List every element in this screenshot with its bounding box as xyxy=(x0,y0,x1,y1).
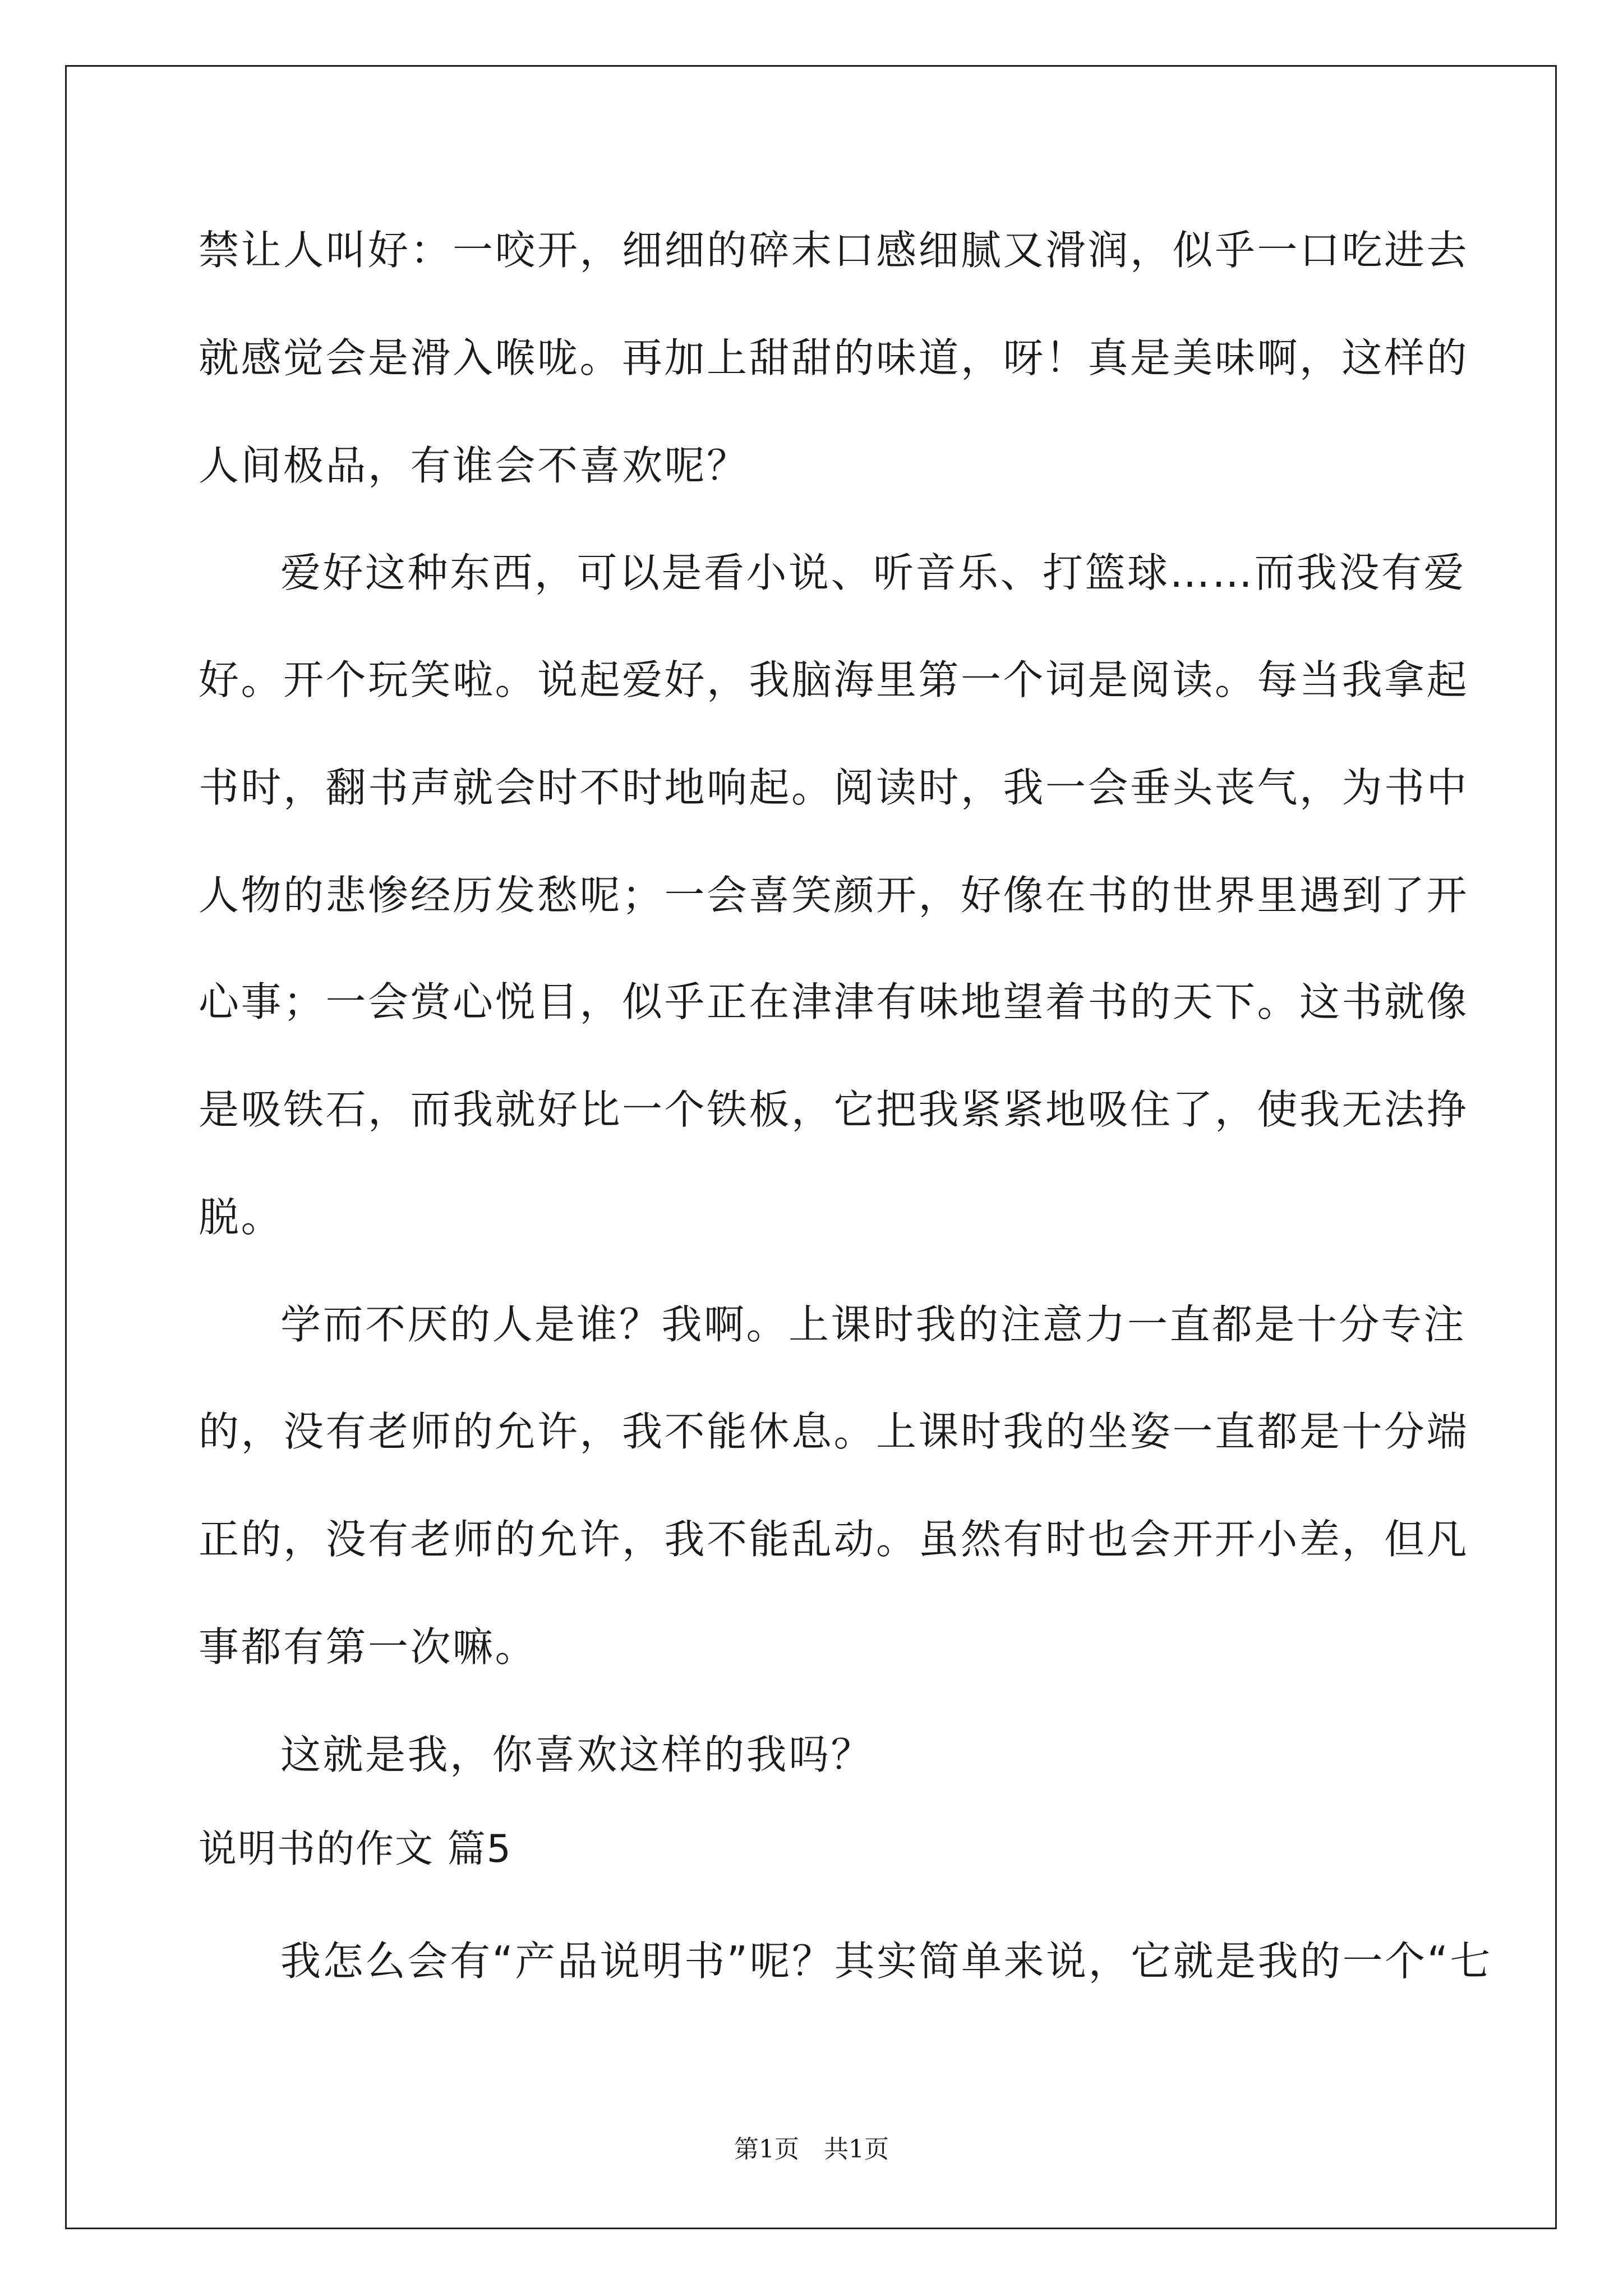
text-line: 人间极品，有谁会不喜欢呢？ xyxy=(199,442,749,489)
paragraph-start-line: 这就是我，你喜欢这样的我吗？ xyxy=(280,1731,874,1778)
text-line: 脱。 xyxy=(199,1194,284,1241)
page-border xyxy=(65,65,1557,2229)
text-line: 心事；一会赏心悦目，似乎正在津津有味地望着书的天下。这书就像 xyxy=(199,978,1469,1025)
paragraph-start-line: 我怎么会有“产品说明书”呢？其实简单来说，它就是我的一个“七 xyxy=(280,1938,1492,1985)
text-line: 人物的悲惨经历发愁呢；一会喜笑颜开，好像在书的世界里遇到了开 xyxy=(199,872,1469,919)
paragraph-start-line: 学而不厌的人是谁？我啊。上课时我的注意力一直都是十分专注 xyxy=(280,1301,1467,1348)
text-line: 的，没有老师的允许，我不能休息。上课时我的坐姿一直都是十分端 xyxy=(199,1408,1469,1455)
text-line: 好。开个玩笑啦。说起爱好，我脑海里第一个词是阅读。每当我拿起 xyxy=(199,656,1469,703)
text-line: 事都有第一次嘛。 xyxy=(199,1623,538,1671)
section-heading: 说明书的作文 篇5 xyxy=(199,1827,512,1871)
text-line: 正的，没有老师的允许，我不能乱动。虽然有时也会开开小差，但凡 xyxy=(199,1516,1469,1563)
text-line: 书时，翻书声就会时不时地响起。阅读时，我一会垂头丧气，为书中 xyxy=(199,764,1469,811)
text-line: 就感觉会是滑入喉咙。再加上甜甜的味道，呀！真是美味啊，这样的 xyxy=(199,334,1469,381)
text-line: 禁让人叫好：一咬开，细细的碎末口感细腻又滑润，似乎一口吃进去 xyxy=(199,227,1469,274)
text-line: 是吸铁石，而我就好比一个铁板，它把我紧紧地吸住了，使我无法挣 xyxy=(199,1086,1469,1133)
paragraph-start-line: 爱好这种东西，可以是看小说、听音乐、打篮球……而我没有爱 xyxy=(280,549,1467,596)
page-footer: 第1页 共1页 xyxy=(734,2135,889,2164)
